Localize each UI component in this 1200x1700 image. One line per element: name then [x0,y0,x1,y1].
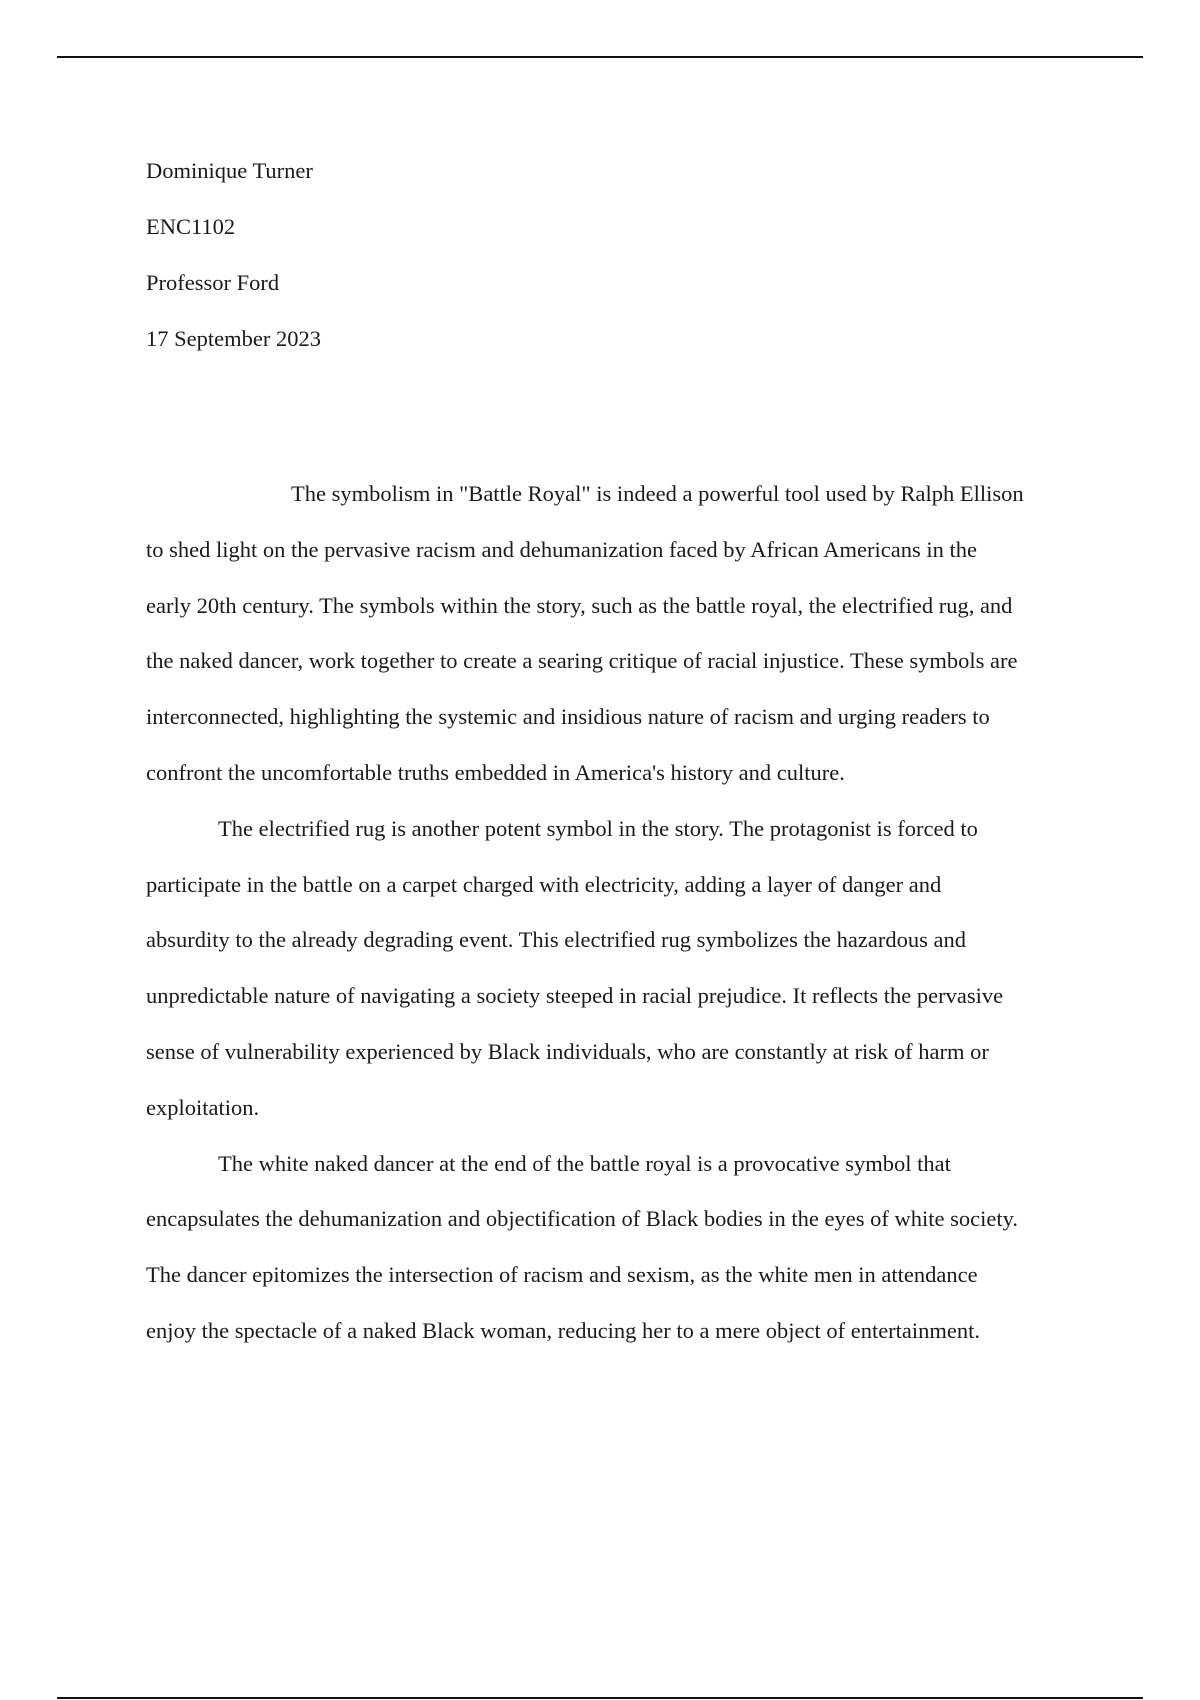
text-line: unpredictable nature of navigating a society steeped in racial prejudice. It reflects the pervasive [146,983,1004,1009]
text-line: absurdity to the already degrading event. This electrified rug symbolizes the hazardous and [146,927,966,953]
paragraph-1 [146,466,1090,801]
paragraph-3 [146,1136,1090,1359]
text-line: The white naked dancer at the end of the battle royal is a provocative symbol that [218,1150,951,1176]
text-line: confront the uncomfortable truths embedded in America's history and culture. [146,759,845,785]
professor-name: Professor Ford [146,270,280,295]
text-line: The electrified rug is another potent symbol in the story. The protagonist is forced to [218,815,978,841]
text-line: The dancer epitomizes the intersection of racism and sexism, as the white men in attendance [146,1262,978,1288]
text-line: exploitation. [146,1094,260,1120]
essay-header [146,143,1066,367]
essay-body [146,466,1090,1359]
text-line: the naked dancer, work together to create a searing critique of racial injustice. These symbols are [146,648,1018,674]
top-rule [57,56,1143,58]
essay-date: 17 September 2023 [146,326,321,351]
author-name: Dominique Turner [146,158,313,183]
bottom-rule [57,1697,1143,1699]
text-line: sense of vulnerability experienced by Black individuals, who are constantly at risk of harm or [146,1038,989,1064]
paragraph-2 [146,801,1090,1136]
text-line: early 20th century. The symbols within the story, such as the battle royal, the electrified rug, and [146,592,1013,618]
text-line: enjoy the spectacle of a naked Black woman, reducing her to a mere object of entertainment. [146,1317,981,1343]
text-line: to shed light on the pervasive racism and dehumanization faced by African Americans in the [146,536,977,562]
text-line: participate in the battle on a carpet charged with electricity, adding a layer of danger and [146,871,942,897]
course-code: ENC1102 [146,214,236,239]
text-line: encapsulates the dehumanization and objectification of Black bodies in the eyes of white society. [146,1206,1019,1232]
text-line: The symbolism in "Battle Royal" is indeed a powerful tool used by Ralph Ellison [291,481,1024,506]
text-line: interconnected, highlighting the systemic and insidious nature of racism and urging readers to [146,704,990,730]
